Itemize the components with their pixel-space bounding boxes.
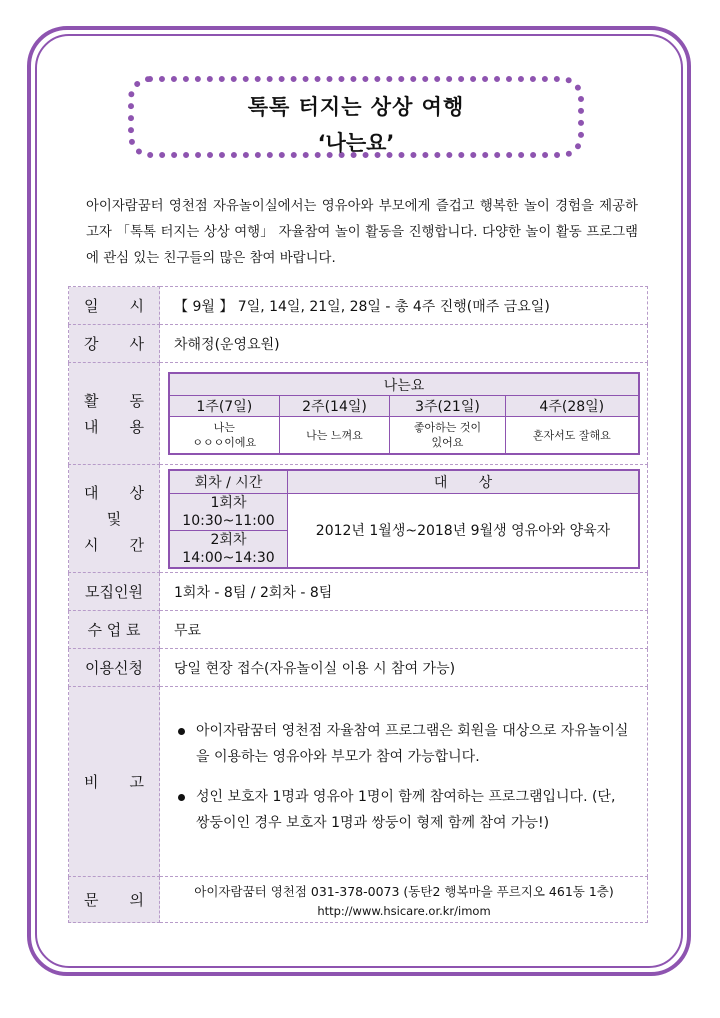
label-capacity: 모집인원 (69, 573, 160, 611)
week-content: 나는 ㅇㅇㅇ이에요 (169, 417, 279, 455)
col-target: 대 상 (288, 470, 640, 494)
target-audience: 2012년 1월생~2018년 9월생 영유아와 양육자 (288, 493, 640, 568)
value-fee: 무료 (160, 611, 648, 649)
week-content: 나는 느껴요 (279, 417, 390, 455)
value-capacity: 1회차 - 8팀 / 2회차 - 8팀 (160, 573, 648, 611)
week-content: 좋아하는 것이 있어요 (390, 417, 505, 455)
row-schedule (69, 287, 648, 325)
program-name: 나는요 (169, 373, 639, 396)
week-header: 2주(14일) (279, 396, 390, 417)
row-notes (69, 687, 648, 877)
label-activity: 활 동 내 용 (69, 363, 160, 465)
row-instructor (69, 325, 648, 363)
list-item: 아이자람꿈터 영천점 자율참여 프로그램은 회원을 대상으로 자유놀이실을 이용하는 영유아와 부모가 참여 가능합니다. (174, 718, 633, 770)
value-apply: 당일 현장 접수(자유놀이실 이용 시 참여 가능) (160, 649, 648, 687)
label-contact: 문 의 (69, 877, 160, 923)
value-schedule: 【 9월 】 7일, 14일, 21일, 28일 - 총 4주 진행(매주 금요일) (160, 287, 648, 325)
week-content: 혼자서도 잘해요 (505, 417, 639, 455)
target-table (168, 469, 640, 569)
label-instructor: 강 사 (69, 325, 160, 363)
bullet-icon (178, 728, 185, 735)
row-fee (69, 611, 648, 649)
week-header: 4주(28일) (505, 396, 639, 417)
value-instructor: 차해정(운영요원) (160, 325, 648, 363)
row-target (69, 465, 648, 573)
title-box (128, 76, 584, 158)
info-table (68, 286, 648, 923)
row-apply (69, 649, 648, 687)
title-main: 톡톡 터지는 상상 여행 (247, 95, 465, 119)
week-header: 3주(21일) (390, 396, 505, 417)
label-notes: 비 고 (69, 687, 160, 877)
row-capacity (69, 573, 648, 611)
col-session-time: 회차 / 시간 (169, 470, 288, 494)
label-fee: 수 업 료 (69, 611, 160, 649)
session-1: 1회차 10:30~11:00 (169, 493, 288, 530)
notes-list (174, 718, 633, 836)
bullet-icon (178, 794, 185, 801)
session-2: 2회차 14:00~14:30 (169, 530, 288, 568)
intro-paragraph: 아이자람꿈터 영천점 자유놀이실에서는 영유아와 부모에게 즐겁고 행복한 놀이 경험을 제공하고자 「톡톡 터지는 상상 여행」 자율참여 놀이 활동을 진행합니다. 다양한 놀이 활동 프로그램에 관심 있는 친구들의 많은 참여 바랍니다. (86, 199, 638, 266)
label-schedule: 일 시 (69, 287, 160, 325)
activity-table (168, 372, 640, 455)
title-subtitle: ‘나는요’ (317, 131, 395, 155)
row-activity (69, 363, 648, 465)
label-apply: 이용신청 (69, 649, 160, 687)
list-item: 성인 보호자 1명과 영유아 1명이 함께 참여하는 프로그램입니다. (단, 쌍둥이인 경우 보호자 1명과 쌍둥이 형제 함께 참여 가능!) (174, 784, 633, 836)
row-contact (69, 877, 648, 923)
week-header: 1주(7일) (169, 396, 279, 417)
contact-url[interactable]: http://www.hsicare.or.kr/imom (317, 903, 491, 918)
label-target: 대 상 및 시 간 (69, 465, 160, 573)
contact-address: 아이자람꿈터 영천점 031-378-0073 (동탄2 행복마을 푸르지오 461동 1층) (194, 883, 614, 899)
